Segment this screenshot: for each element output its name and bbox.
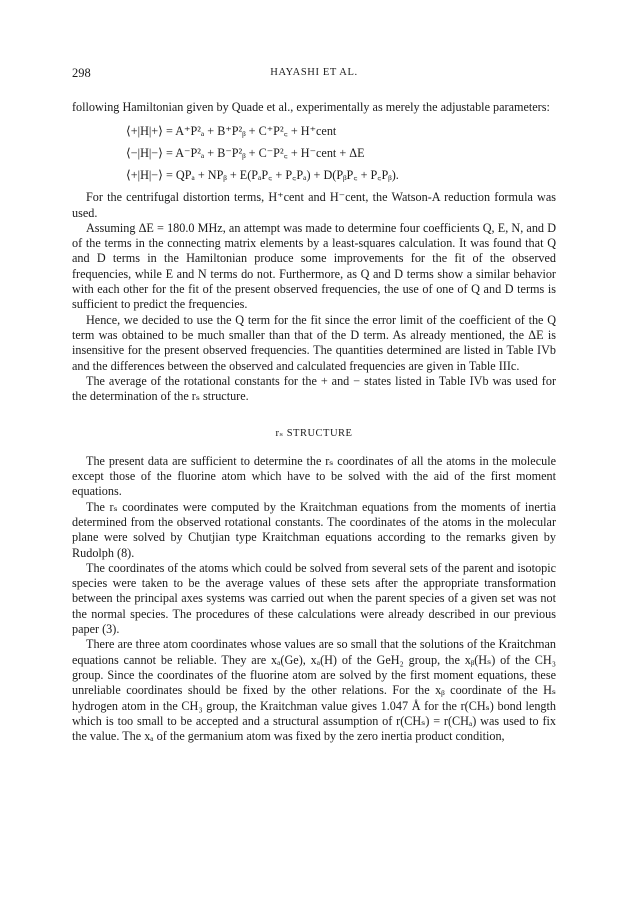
page-header xyxy=(72,66,556,82)
paragraph-isotopic-species: The coordinates of the atoms which could be solved from several sets of the parent and isotopic species were taken to be the average values of these sets after the appropriate transformation between the principal axes systems was carried out when the parent species of a given set was not the normal species. The procedures of these calculations were already described in our previous paper (3). xyxy=(72,560,556,637)
paragraph-average-constants: The average of the rotational constants for the + and − states listed in Table IVb was used for the determination of the rₛ structure. xyxy=(72,373,556,404)
hamiltonian-equation-plus-plus: ⟨+|H|+⟩ = A⁺P²ₐ + B⁺P²ᵦ + C⁺P²꜀ + H⁺cent xyxy=(126,124,337,139)
paragraph-centrifugal: For the centrifugal distortion terms, H⁺cent and H⁻cent, the Watson-A reduction formula was used. xyxy=(72,190,556,220)
running-head: HAYASHI ET AL. xyxy=(270,67,358,78)
intro-paragraph: following Hamiltonian given by Quade et al., experimentally as merely the adjustable parameters: xyxy=(72,100,550,114)
paragraph-rs-sufficient: The present data are sufficient to determine the rₛ coordinates of all the atoms in the molecule except those of the fluorine atom which have to be solved with the aid of the first moment equations. xyxy=(72,453,556,499)
article-body xyxy=(72,100,556,744)
paragraph-q-term: Hence, we decided to use the Q term for the fit since the error limit of the coefficient of the Q term was obtained to be much smaller than that of the D term. As already mentioned, the ΔE is insensitive for the present observed frequencies. The quantities determined are listed in Table IVb and the differences between the observed and calculated frequencies are given in Table IIIc. xyxy=(72,312,556,373)
paragraph-small-coordinates: There are three atom coordinates whose values are so small that the solutions of the Kraitchman equations cannot be reliable. They are xₐ(Ge), xₐ(H) of the GeH₂ group, the xᵦ(Hₛ) of the CH₃ group. Since the coordinates of the fluorine atom are solved by the first moment equations, these unreliable coordinates should be fixed by the other relations. For the xᵦ coordinate of the Hₛ hydrogen atom in the CH₃ group, the Kraitchman value gives 1.047 Å for the r(CHₛ) bond length which is too small to be accepted and a structural assumption of r(CHₛ) = r(CHₐ) was used to fix the value. The xₐ of the germanium atom was fixed by the zero inertia product condition, xyxy=(72,637,556,744)
hamiltonian-equation-minus-minus: ⟨−|H|−⟩ = A⁻P²ₐ + B⁻P²ᵦ + C⁻P²꜀ + H⁻cent + ΔE xyxy=(126,146,365,161)
paragraph-kraitchman: The rₛ coordinates were computed by the Kraitchman equations from the moments of inertia determined from the observed rotational constants. The coordinates of the atoms in the molecular plane were solved by Chutjian type Kraitchman equations according to the remarks given by Rudolph (8). xyxy=(72,499,556,560)
page-number: 298 xyxy=(72,66,91,80)
hamiltonian-equation-plus-minus: ⟨+|H|−⟩ = QPₐ + NPᵦ + E(PₐP꜀ + P꜀Pₐ) + D(PᵦP꜀ + P꜀Pᵦ). xyxy=(126,168,399,183)
section-heading: rₛ STRUCTURE xyxy=(275,428,353,440)
paragraph-least-squares: Assuming ΔE = 180.0 MHz, an attempt was made to determine four coefficients Q, E, N, and D of the terms in the connecting matrix elements by a least-squares calculation. It was found that Q and D terms in the Hamiltonian produce some improvements for the fit of the observed frequencies, while E and N terms do not. Furthermore, as Q and D terms show a similar behavior with each other for the fit of the present observed frequencies, the use of one of Q and D terms is sufficient to predict the frequencies. xyxy=(72,220,556,312)
